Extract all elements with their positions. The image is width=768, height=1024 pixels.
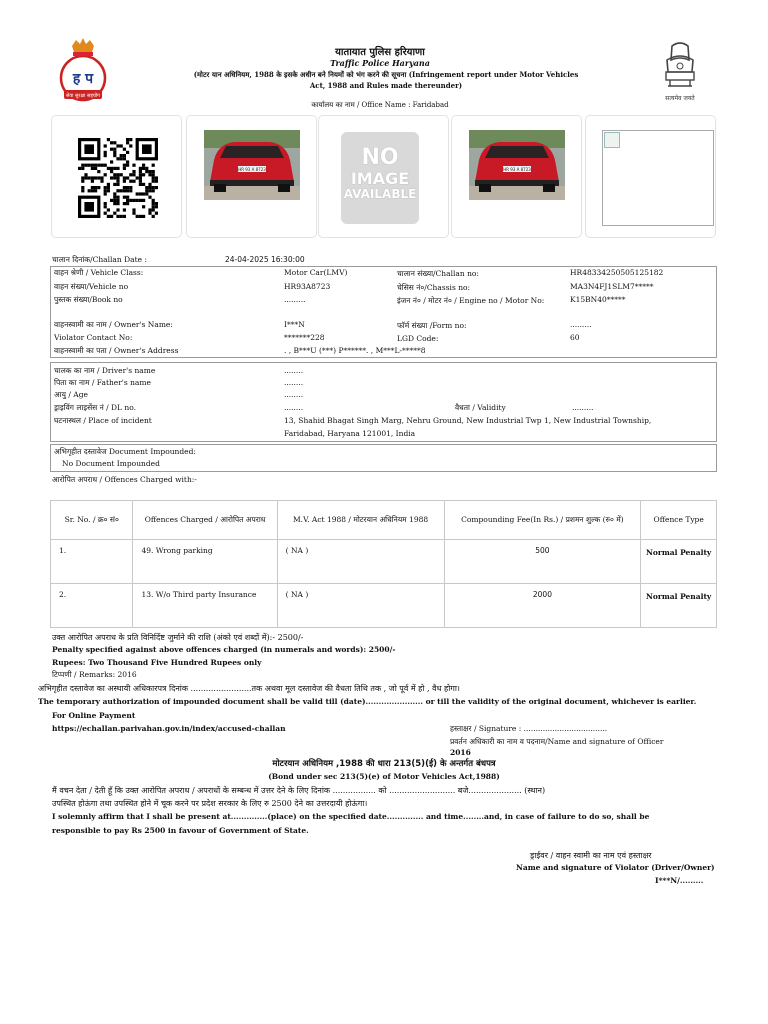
officer-name-label: प्रवर्तन अधिकारी का नाम व पदनाम/Name and signature of Officer (450, 737, 664, 746)
table-row (51, 584, 717, 628)
svg-text:HR 93 A 8723: HR 93 A 8723 (503, 167, 531, 172)
qr-code (78, 138, 158, 218)
detail-row-1-label: वाहन श्रेणी / Vehicle Class: (54, 268, 144, 277)
detail-row-1-value: Motor Car(LMV) (284, 268, 348, 277)
vehicle-photo-1-panel (186, 115, 317, 238)
bond-title-hindi: मोटरयान अधिनियम ,1988 की धारा 213(5)(ई) के अन्तर्गत बंधपत्र (272, 759, 496, 769)
document-impounded-value: No Document Impounded (62, 459, 160, 468)
validity-label: वैधता / Validity (455, 403, 506, 412)
detail-row-1-value-2: HR48334250505125182 (570, 268, 664, 277)
detail-row-5-label-2: LGD Code: (397, 334, 439, 343)
detail-row-2-label: वाहन संख्या/Vehicle no (54, 282, 129, 291)
detail-row-3-label-2: इंजन नं० / मोटर नं० / Engine no / Motor No: (397, 296, 545, 305)
table-row (51, 540, 717, 584)
missing-image-panel (585, 115, 716, 238)
svg-text:सेवा सुरक्षा सहयोग: सेवा सुरक्षा सहयोग (66, 93, 100, 99)
bond-hindi-line-2: उपस्थित होऊंगा तथा उपस्थित होने में चूक करने पर प्रदेश सरकार के लिए रु 2500 देने का उत्तरदायी होऊंगा। (52, 799, 368, 808)
detail-row-3-value: ......... (284, 295, 306, 304)
col-compounding-fee: Compounding Fee(In Rs.) / प्रशमन शुल्क (रु० में) (444, 501, 641, 540)
place-of-incident-label: घटनास्थल / Place of incident (54, 416, 152, 425)
penalty-english: Penalty specified against above offences charged (in numerals and words): 2500/- (52, 645, 396, 654)
row-fee: 500 (444, 540, 641, 584)
row-sr: 2. (51, 584, 133, 628)
no-image-panel (318, 115, 449, 238)
haryana-police-logo (52, 38, 114, 104)
father-name-label: पिता का नाम / Father's name (54, 378, 151, 387)
title-english: Traffic Police Haryana (330, 58, 430, 68)
vehicle-details-box (50, 266, 717, 358)
vehicle-photo (204, 130, 300, 200)
svg-text:सत्यमेव जयते: सत्यमेव जयते (665, 95, 695, 102)
broken-image-icon (604, 132, 620, 148)
online-payment-label: For Online Payment (52, 711, 136, 720)
place-of-incident-line-2: Faridabad, Haryana 121001, India (284, 429, 416, 438)
detail-row-5-label: Violator Contact No: (54, 333, 133, 342)
detail-row-4-label-2: फॉर्म संख्या /Form no: (397, 321, 467, 330)
detail-row-5-value-2: 60 (570, 333, 580, 342)
col-offence: Offences Charged / आरोपित अपराध (133, 501, 277, 540)
row-act: ( NA ) (277, 540, 444, 584)
bond-english-line-2: responsible to pay Rs 2500 in favour of Government of State. (52, 826, 309, 835)
detail-row-3-value-2: K15BN40***** (570, 295, 626, 304)
violator-signature-english: Name and signature of Violator (Driver/Owner) (516, 863, 715, 872)
driver-name-label: चालक का नाम / Driver's name (54, 366, 156, 375)
online-payment-link[interactable]: https://echallan.parivahan.gov.in/index/accused-challan (52, 724, 286, 733)
row-offence: 49. Wrong parking (133, 540, 277, 584)
document-impounded-label: अभिगृहीत दस्तावेज Document Impounded: (54, 447, 196, 456)
svg-text:ह प: ह प (72, 71, 94, 87)
detail-row-2-label-2: चेसिस नं०/Chassis no: (397, 283, 471, 292)
offences-charged-label: आरोपित अपराध / Offences Charged with:- (52, 475, 197, 484)
report-subtitle: (मोटर यान अधिनियम, 1988 के इसके अधीन बने नियमों को भंग करने की सूचना (Infringement report under Motor Vehicles Act, 1988 and Rules made thereunder) (193, 70, 579, 90)
detail-row-2-value-2: MA3N4FJ1SLM7***** (570, 282, 654, 291)
vehicle-photo-2-panel (451, 115, 582, 238)
age-label: आयु / Age (54, 390, 88, 399)
detail-row-4-value: I***N (284, 320, 305, 329)
bond-hindi-line-1: मैं वचन देता / देती हूँ कि उक्त आरोपित अपराध / अपराधों के सम्बन्ध में उत्तर देने के लिए दिनांक ................. को .......................... बजे..................... (स्थान) (52, 786, 546, 795)
detail-row-6-value: . , B***U (***) P******. , M***L-*****8 (284, 346, 426, 355)
vehicle-photo (469, 130, 565, 200)
offences-header-row (51, 501, 717, 540)
challan-date-label: चालान दिनांक/Challan Date : (52, 255, 147, 264)
officer-name-value: 2016 (450, 748, 471, 757)
row-fee: 2000 (444, 584, 641, 628)
row-offence: 13. W/o Third party Insurance (133, 584, 277, 628)
col-sr-no: Sr. No. / क्र० सं० (51, 501, 133, 540)
signature-line: हस्ताक्षर / Signature : ................................... (450, 724, 608, 733)
age-value: ........ (284, 390, 304, 399)
no-image-placeholder: NO IMAGE AVAILABLE (341, 132, 419, 224)
row-act: ( NA ) (277, 584, 444, 628)
penalty-in-words: Rupees: Two Thousand Five Hundred Rupees only (52, 658, 262, 667)
detail-row-4-label: वाहनस्वामी का नाम / Owner's Name: (54, 320, 173, 329)
temporary-authorization-english: The temporary authorization of impounded document shall be valid till (date)...................... or till the validity of the original document, whichever is earlier. (38, 697, 697, 706)
violator-name-value: I***N/......... (655, 876, 704, 885)
offences-table (50, 500, 717, 628)
detail-row-5-value: *******228 (284, 333, 325, 342)
bond-title-english: (Bond under sec 213(5)(e) of Motor Vehicles Act,1988) (268, 772, 500, 781)
validity-value: ......... (572, 403, 594, 412)
row-sr: 1. (51, 540, 133, 584)
detail-row-1-label-2: चालान संख्या/Challan no: (397, 269, 479, 278)
detail-row-3-label: पुस्तक संख्या/Book no (54, 295, 123, 304)
qr-code-panel (51, 115, 182, 238)
penalty-hindi: उक्त आरोपित अपराध के प्रति विनिर्दिष्ट जुर्माने की राशि (अंको एवं शब्दों में):- 2500/- (52, 633, 304, 642)
title-hindi: यातायात पुलिस हरियाणा (335, 47, 425, 58)
detail-row-6-label: वाहनस्वामी का पता / Owner's Address (54, 346, 179, 355)
bond-english-line-1: I solemnly affirm that I shall be present at..............(place) on the specified date.............. and time........and, in case of failure to do so, shall be (52, 812, 650, 821)
challan-date-value: 24-04-2025 16:30:00 (225, 255, 305, 264)
detail-row-2-value: HR93A8723 (284, 282, 331, 291)
dl-label: ड्राइविंग लाइसेंस नं / DL no. (54, 403, 137, 412)
col-mv-act: M.V. Act 1988 / मोटरयान अधिनियम 1988 (277, 501, 444, 540)
detail-row-4-value-2: ......... (570, 320, 592, 329)
violator-signature-hindi: ड्राईवर / वाहन स्वामी का नाम एवं हस्ताक्षर (530, 851, 652, 860)
svg-text:HR 93 A 8723: HR 93 A 8723 (238, 167, 266, 172)
row-type: Normal Penalty (641, 540, 717, 584)
father-name-value: ........ (284, 378, 304, 387)
temporary-authorization-hindi: अभिगृहीत दस्तावेज का अस्थायी अधिकारपत्र दिनांक ........................तक अथवा मूल दस्तावेज की वैधता तिथि तक , जो पूर्व में हो , वैध होगा। (38, 684, 460, 693)
national-emblem (655, 38, 705, 104)
driver-name-value: ........ (284, 366, 304, 375)
row-type: Normal Penalty (641, 584, 717, 628)
remarks: टिप्पणी / Remarks: 2016 (52, 670, 137, 679)
dl-value: ........ (284, 403, 304, 412)
place-of-incident-line-1: 13, Shahid Bhagat Singh Marg, Nehru Ground, New Industrial Twp 1, New Industrial Township, (284, 416, 652, 425)
office-name: कार्यालय का नाम / Office Name : Faridabad (311, 101, 449, 109)
col-offence-type: Offence Type (641, 501, 717, 540)
